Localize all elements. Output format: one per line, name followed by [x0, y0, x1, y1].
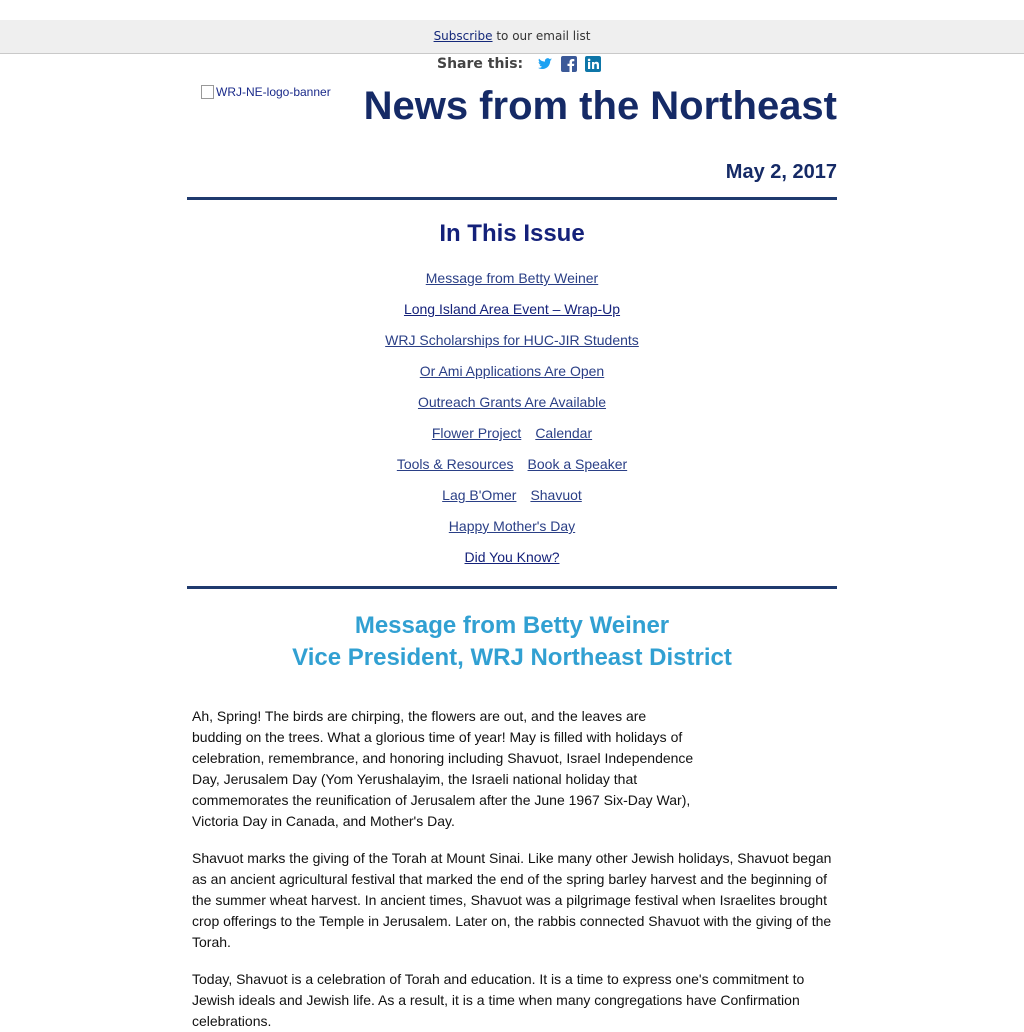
logo-alt-text: WRJ-NE-logo-banner	[216, 85, 331, 99]
toc-link[interactable]: Message from Betty Weiner	[425, 270, 599, 286]
toc-row	[187, 332, 837, 363]
logo-banner[interactable]	[201, 85, 331, 99]
broken-image-icon	[201, 85, 214, 99]
toc-link[interactable]: Shavuot	[530, 487, 582, 503]
toc-row	[187, 487, 837, 518]
toc-link[interactable]: Book a Speaker	[527, 456, 628, 472]
facebook-icon[interactable]	[561, 56, 577, 72]
message-heading-line1: Message from Betty Weiner	[354, 612, 670, 639]
toc-row	[187, 549, 837, 580]
toc-link[interactable]: Lag B'Omer	[442, 487, 517, 503]
divider	[187, 197, 837, 200]
subscribe-bar	[0, 20, 1024, 54]
message-heading	[187, 610, 837, 674]
toc-row	[187, 518, 837, 549]
toc-row	[187, 456, 837, 487]
twitter-icon[interactable]	[537, 56, 553, 72]
toc-row	[187, 363, 837, 394]
newsletter-title: News from the Northeast	[363, 84, 837, 128]
toc-row	[187, 394, 837, 425]
table-of-contents	[187, 270, 837, 580]
paragraph: Ah, Spring! The birds are chirping, the flowers are out, and the leaves are budding on the trees. What a glorious time of year! May is filled with holidays of celebration, remembrance, and honoring including Shavuot, Israel Independence Day, Jerusalem Day (Yom Yerushalayim, the Israeli national holiday that commemorates the reunification of Jerusalem after the June 1967 Six-Day War), Victoria Day in Canada, and Mother's Day.	[192, 708, 694, 829]
toc-link[interactable]: Or Ami Applications Are Open	[419, 363, 605, 379]
toc-link[interactable]: Did You Know?	[464, 549, 560, 565]
toc-link[interactable]: Outreach Grants Are Available	[417, 394, 607, 410]
toc-link[interactable]: WRJ Scholarships for HUC-JIR Students	[385, 332, 639, 348]
toc-link[interactable]: Calendar	[535, 425, 593, 441]
toc-link[interactable]: Tools & Resources	[396, 456, 514, 472]
toc-row	[187, 301, 837, 332]
in-this-issue-heading: In This Issue	[439, 220, 585, 247]
toc-link[interactable]: Long Island Area Event – Wrap-Up	[403, 301, 621, 317]
share-bar	[437, 53, 609, 75]
toc-link[interactable]: Flower Project	[431, 425, 522, 441]
issue-date: May 2, 2017	[725, 161, 837, 183]
subscribe-link[interactable]: Subscribe	[433, 29, 493, 43]
toc-row	[187, 425, 837, 456]
paragraph: Shavuot marks the giving of the Torah at Mount Sinai. Like many other Jewish holidays, Shavuot began as an ancient agricultural festival that marked the end of the spring barley harvest and the beginning of the summer wheat harvest. In ancient times, Shavuot was a pilgrimage festival when Israelites brought crop offerings to the Temple in Jerusalem. Later on, the rabbis connected Shavuot with the giving of the Torah.	[192, 850, 832, 950]
message-heading-line2: Vice President, WRJ Northeast District	[292, 644, 732, 671]
share-label: Share this:	[437, 56, 524, 72]
toc-row	[187, 270, 837, 301]
linkedin-icon[interactable]	[585, 56, 601, 72]
divider	[187, 586, 837, 589]
subscribe-text: to our email list	[492, 29, 591, 43]
paragraph: Today, Shavuot is a celebration of Torah and education. It is a time to express one's commitment to Jewish ideals and Jewish life. As a result, it is a time when many congregations have Confirmation celebrations.	[192, 971, 805, 1029]
toc-link[interactable]: Happy Mother's Day	[448, 518, 576, 534]
